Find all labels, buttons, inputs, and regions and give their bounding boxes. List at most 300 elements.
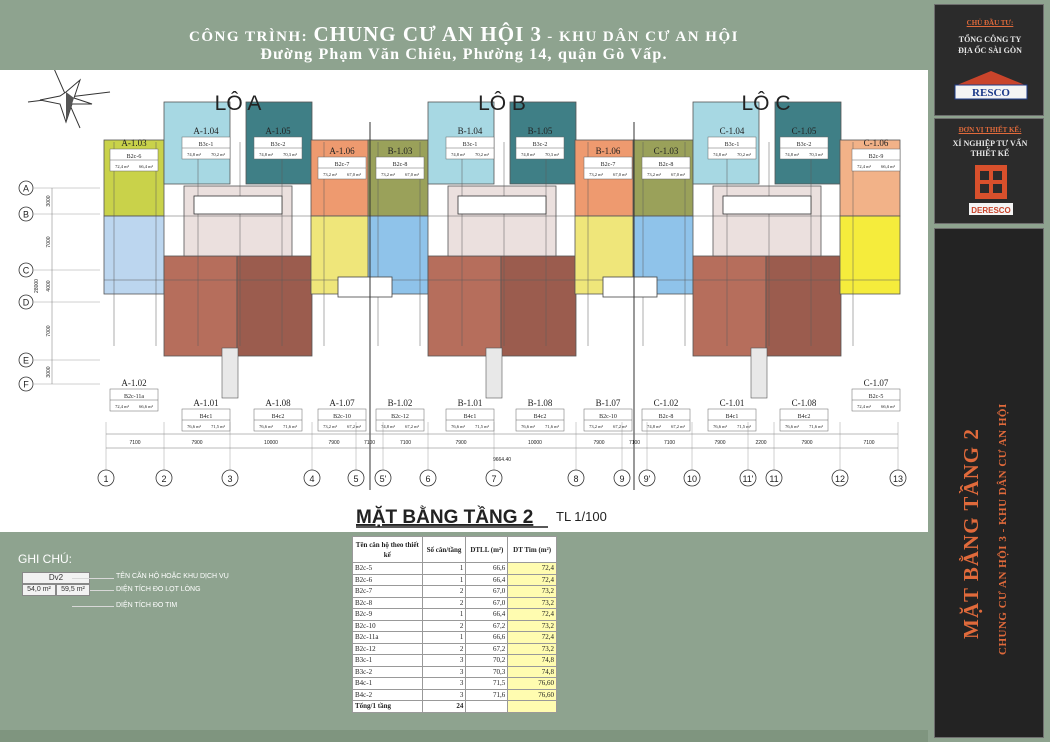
unit-type: B4c2: [271, 414, 285, 420]
unit-code: B-1.03: [387, 146, 413, 156]
table-cell-name: B4c-2: [353, 689, 423, 701]
unit-code: B-1.04: [457, 126, 483, 136]
column-dimension: 7100: [399, 440, 412, 446]
unit-dtll: 67,0 m²: [613, 172, 627, 177]
table-cell-dtll: 71,5: [466, 678, 508, 690]
unit-dtll: 70,2 m²: [211, 152, 225, 157]
column-axis-label: 5: [353, 474, 359, 484]
column-axis: [98, 422, 114, 486]
unit-type: B3c-2: [270, 142, 286, 148]
table-cell-count: 2: [422, 586, 466, 598]
table-cell-count: 3: [422, 678, 466, 690]
unit-lower-middle-right: [501, 256, 576, 356]
unit-dt-tim: 76,6 m²: [521, 424, 535, 429]
column-axis: [890, 422, 906, 486]
table-row: [353, 609, 557, 621]
legend-title: GHI CHÚ:: [18, 552, 72, 566]
unit-code: C-1.07: [863, 378, 889, 388]
unit-code: B-1.02: [387, 398, 413, 408]
column-dimension: 2200: [755, 440, 767, 446]
unit-type: B4c2: [533, 414, 547, 420]
plan-title: MẶT BẰNG TẦNG 2: [356, 507, 534, 528]
table-cell-dtll: 70,2: [466, 655, 508, 667]
column-axis: [740, 422, 756, 486]
legend-leader-3: [72, 606, 114, 607]
table-row: [353, 586, 557, 598]
unit-dt-tim: 74,8 m²: [785, 152, 799, 157]
unit-dtll: 67,2 m²: [405, 424, 419, 429]
table-cell-count: 1: [422, 609, 466, 621]
unit-type: B2c-6: [126, 154, 142, 160]
unit-type: B2c-11a: [123, 394, 145, 400]
row-axis: [19, 295, 100, 309]
table-cell-dtll: 67,0: [466, 597, 508, 609]
column-axis-label: 5': [379, 474, 387, 484]
row-axis-label: A: [22, 183, 30, 194]
table-cell-dtll: 66,6: [466, 632, 508, 644]
unit-type: B4c1: [463, 414, 477, 420]
owner-heading: CHỦ ĐẦU TƯ:: [966, 19, 1014, 27]
connector-ab: [338, 277, 392, 297]
unit-right-lower: [840, 216, 900, 294]
unit-type: B3c-1: [198, 142, 214, 148]
deresco-logo: [969, 163, 1013, 217]
table-header-count: Số căn/tầng: [422, 537, 466, 563]
unit-code: A-1.04: [193, 126, 219, 136]
table-cell-dt-tim: 76,60: [508, 678, 557, 690]
unit-dtll: 71,5 m²: [737, 424, 751, 429]
unit-tag: [708, 398, 756, 431]
row-axis: [19, 263, 100, 277]
column-dimension: 10000: [264, 440, 278, 446]
unit-code: B-1.07: [595, 398, 621, 408]
unit-type: B4c1: [199, 414, 213, 420]
legend-sample: [22, 572, 90, 598]
table-row: [353, 632, 557, 644]
table-total-dt-tim: [508, 701, 557, 713]
column-dimension: 7900: [593, 440, 605, 446]
table-row: [353, 597, 557, 609]
sheet-title-box: [934, 228, 1044, 738]
unit-dt-tim: 74,8 m²: [381, 424, 395, 429]
column-dimension: 7900: [455, 440, 467, 446]
unit-dt-tim: 73,2 m²: [323, 424, 337, 429]
table-cell-name: B2c-5: [353, 563, 423, 575]
table-row: [353, 574, 557, 586]
unit-code: A-1.06: [329, 146, 355, 156]
row-dimension: 7000: [46, 236, 52, 248]
row-dimensions: [34, 188, 52, 384]
unit-tag: [254, 398, 302, 431]
stair: [486, 348, 502, 398]
column-axis: [486, 422, 502, 486]
table-cell-dt-tim: 72,4: [508, 609, 557, 621]
unit-type: B2c-8: [658, 162, 674, 168]
unit-code: C-1.03: [653, 146, 679, 156]
column-dimension: 7900: [801, 440, 813, 446]
table-header-row: [353, 537, 557, 563]
row-axis: [19, 353, 100, 367]
column-axis: [420, 422, 436, 486]
table-cell-dt-tim: 76,60: [508, 689, 557, 701]
unit-lower-middle-left: [164, 256, 237, 356]
plan-scale: TL 1/100: [556, 509, 607, 524]
unit-dt-tim: 73,2 m²: [647, 172, 661, 177]
unit-dtll: 70,3 m²: [283, 152, 297, 157]
column-dimension: 7900: [714, 440, 726, 446]
unit-code: A-1.01: [193, 398, 219, 408]
legend-label-name: TÊN CĂN HỘ HOẶC KHU DỊCH VỤ: [116, 573, 229, 580]
unit-dtll: 71,5 m²: [211, 424, 225, 429]
legend-sample-type: Dv2: [22, 572, 90, 584]
column-axis-label: 6: [425, 474, 431, 484]
unit-code: A-1.07: [329, 398, 355, 408]
table-cell-count: 3: [422, 666, 466, 678]
column-dimension: 7900: [328, 440, 340, 446]
unit-tag: [446, 398, 494, 431]
owner-name-2: ĐỊA ỐC SÀI GÒN: [958, 46, 1022, 55]
table-cell-count: 1: [422, 632, 466, 644]
title-separator: -: [542, 29, 559, 45]
table-cell-dtll: 66,4: [466, 609, 508, 621]
table-cell-dtll: 67,0: [466, 586, 508, 598]
table-cell-count: 3: [422, 689, 466, 701]
column-axis: [766, 422, 782, 486]
elevator-hall: [458, 196, 546, 214]
table-total-dtll: [466, 701, 508, 713]
table-cell-count: 2: [422, 597, 466, 609]
unit-lower-middle-right: [766, 256, 841, 356]
column-axis-label: 9': [643, 474, 651, 484]
unit-type: B3c-1: [724, 142, 740, 148]
unit-tag: [182, 398, 230, 431]
unit-dt-tim: 73,2 m²: [589, 172, 603, 177]
unit-dtll: 66,6 m²: [139, 404, 153, 409]
unit-dtll: 67,2 m²: [671, 424, 685, 429]
unit-dt-tim: 76,6 m²: [785, 424, 799, 429]
unit-lower-middle-left: [428, 256, 501, 356]
table-header-dtll: DTLL (m²): [466, 537, 508, 563]
unit-code: C-1.02: [653, 398, 679, 408]
floor-plan-area: [0, 70, 928, 532]
unit-dtll: 67,2 m²: [613, 424, 627, 429]
unit-type: B3c-2: [796, 142, 812, 148]
column-axis: [375, 422, 391, 486]
block-label: LÔ A: [214, 92, 262, 115]
unit-tag: [584, 398, 632, 431]
table-cell-dtll: 70,3: [466, 666, 508, 678]
table-cell-name: B3c-1: [353, 655, 423, 667]
unit-type: B2c-12: [391, 414, 409, 420]
unit-dt-tim: 76,6 m²: [259, 424, 273, 429]
unit-dtll: 70,3 m²: [545, 152, 559, 157]
unit-lower-middle-left: [693, 256, 766, 356]
unit-type: B2c-7: [600, 162, 616, 168]
row-axis-label: C: [22, 265, 30, 276]
unit-tag: [780, 398, 828, 431]
unit-dt-tim: 74,8 m²: [521, 152, 535, 157]
column-axis: [614, 422, 630, 486]
table-cell-name: B2c-10: [353, 620, 423, 632]
unit-dtll: 66,6 m²: [881, 404, 895, 409]
table-cell-name: B2c-7: [353, 586, 423, 598]
column-axis: [348, 422, 364, 486]
table-cell-dt-tim: 73,2: [508, 586, 557, 598]
unit-dtll: 71,6 m²: [809, 424, 823, 429]
row-dimension: 4000: [46, 280, 52, 292]
unit-dtll: 67,0 m²: [405, 172, 419, 177]
table-cell-dtll: 66,4: [466, 574, 508, 586]
unit-dtll: 67,0 m²: [671, 172, 685, 177]
column-axis: [222, 422, 238, 486]
table-cell-name: B2c-8: [353, 597, 423, 609]
unit-lower-middle-right: [237, 256, 312, 356]
stair: [222, 348, 238, 398]
unit-dt-tim: 76,6 m²: [451, 424, 465, 429]
unit-dtll: 70,2 m²: [737, 152, 751, 157]
row-dimension: 3000: [46, 195, 52, 207]
unit-left-lower: [104, 216, 164, 294]
block-label: LÔ B: [478, 92, 526, 115]
row-axis-label: B: [22, 209, 30, 220]
header-band: [0, 0, 928, 70]
table-cell-count: 1: [422, 574, 466, 586]
unit-code: B-1.06: [595, 146, 621, 156]
table-header-dt-tim: DT Tim (m²): [508, 537, 557, 563]
table-cell-name: B2c-9: [353, 609, 423, 621]
table-cell-name: B4c-1: [353, 678, 423, 690]
table-row: [353, 620, 557, 632]
column-axis-label: 12: [834, 474, 846, 484]
table-row: [353, 643, 557, 655]
table-cell-dtll: 66,6: [466, 563, 508, 575]
row-axis-label: F: [23, 379, 29, 390]
legend-sample-dtll: 54,0 m²: [22, 584, 56, 596]
row-axis: [19, 377, 100, 391]
table-cell-dt-tim: 72,4: [508, 632, 557, 644]
unit-dt-tim: 73,2 m²: [323, 172, 337, 177]
designer-box: [934, 118, 1044, 224]
unit-dtll: 71,6 m²: [283, 424, 297, 429]
column-dimension: 7100: [129, 440, 141, 446]
unit-type: B2c-8: [658, 414, 674, 420]
unit-type: B4c1: [725, 414, 739, 420]
sheet-title: MẶT BẰNG TẦNG 2: [959, 428, 983, 640]
footer-strip: [0, 730, 928, 742]
legend-leader-2: [90, 590, 114, 591]
column-axis: [684, 422, 700, 486]
unit-type: B2c-10: [333, 414, 351, 420]
unit-dtll: 66,4 m²: [139, 164, 153, 169]
unit-type: B3c-1: [462, 142, 478, 148]
title-main: CHUNG CƯ AN HỘI 3: [313, 22, 542, 46]
deresco-logo-text: DERESCO: [971, 206, 1011, 215]
unit-tag: [516, 398, 564, 431]
row-dimension: 7000: [46, 325, 52, 337]
unit-tag: [318, 398, 366, 431]
column-axis-label: 8: [573, 474, 579, 484]
resco-logo: [949, 67, 1033, 103]
footer-band: [0, 532, 928, 742]
resco-logo-text: RESCO: [972, 87, 1010, 99]
sheet-subtitle: CHUNG CƯ AN HỘI 3 - KHU DÂN CƯ AN HỘI: [997, 403, 1009, 655]
table-cell-dtll: 67,2: [466, 620, 508, 632]
owner-name-1: TỔNG CÔNG TY: [958, 35, 1022, 44]
north-arrow-icon: [28, 70, 110, 128]
unit-dt-tim: 72,4 m²: [115, 164, 129, 169]
unit-dt-tim: 74,8 m²: [259, 152, 273, 157]
table-cell-dt-tim: 74,8: [508, 655, 557, 667]
column-axis-label: 3: [227, 474, 233, 484]
table-row: [353, 655, 557, 667]
project-address: Đường Phạm Văn Chiêu, Phường 14, quận Gò Vấp.: [260, 46, 668, 63]
column-axis-label: 13: [892, 474, 904, 484]
unit-code: C-1.06: [863, 138, 889, 148]
column-axis: [304, 422, 320, 486]
unit-type: B2c-5: [868, 394, 884, 400]
table-cell-name: B2c-11a: [353, 632, 423, 644]
column-dimension: 7900: [191, 440, 203, 446]
table-cell-count: 2: [422, 643, 466, 655]
unit-code: B-1.08: [527, 398, 553, 408]
designer-name-2: THIẾT KẾ: [970, 149, 1010, 158]
table-cell-dt-tim: 73,2: [508, 643, 557, 655]
unit-code: A-1.05: [265, 126, 291, 136]
table-cell-dt-tim: 73,2: [508, 620, 557, 632]
unit-dtll: 70,2 m²: [475, 152, 489, 157]
unit-type: B2c-9: [868, 154, 884, 160]
row-dimension-total: 28000: [34, 279, 40, 293]
column-axis-label: 1: [103, 474, 109, 484]
column-axis-label: 9: [619, 474, 625, 484]
unit-code: A-1.08: [265, 398, 291, 408]
unit-type: B3c-2: [532, 142, 548, 148]
table-row: [353, 666, 557, 678]
row-dimension: 3000: [46, 366, 52, 378]
owner-box: [934, 4, 1044, 116]
unit-dt-tim: 73,2 m²: [381, 172, 395, 177]
unit-type: B2c-8: [392, 162, 408, 168]
block-label: LÔ C: [741, 92, 791, 115]
column-dimension: 7100: [363, 440, 376, 446]
unit-dtll: 67,0 m²: [347, 172, 361, 177]
unit-code: C-1.08: [791, 398, 817, 408]
column-axis-label: 10: [686, 474, 698, 484]
legend-label-dtll: DIỆN TÍCH ĐO LỌT LÒNG: [116, 586, 201, 593]
legend-sample-dt-tim: 59,5 m²: [56, 584, 90, 596]
unit-dt-tim: 76,6 m²: [187, 424, 201, 429]
column-dimension: 7100: [663, 440, 676, 446]
unit-code: B-1.01: [457, 398, 483, 408]
table-cell-name: B3c-2: [353, 666, 423, 678]
column-axis-label: 4: [309, 474, 315, 484]
unit-code: C-1.01: [719, 398, 745, 408]
column-axis: [156, 422, 172, 486]
legend-label-dt-tim: DIỆN TÍCH ĐO TIM: [116, 602, 178, 609]
designer-heading: ĐƠN VỊ THIẾT KẾ:: [958, 126, 1022, 134]
unit-dt-tim: 74,8 m²: [713, 152, 727, 157]
row-axis-label: D: [22, 297, 30, 308]
table-cell-dt-tim: 74,8: [508, 666, 557, 678]
table-header-name: Tên căn hộ theo thiết kế: [353, 537, 423, 563]
unit-code: C-1.05: [791, 126, 817, 136]
table-cell-dtll: 67,2: [466, 643, 508, 655]
project-title: [0, 22, 928, 47]
unit-tag: [110, 378, 158, 411]
row-axis-label: E: [22, 355, 30, 366]
unit-code: B-1.05: [527, 126, 553, 136]
unit-dt-tim: 74,8 m²: [451, 152, 465, 157]
elevator-hall: [194, 196, 282, 214]
column-axis-label: 2: [161, 474, 167, 484]
floor-plan-drawing: [0, 70, 928, 532]
column-axis-label: 7: [491, 474, 497, 484]
table-row: [353, 563, 557, 575]
table-cell-dtll: 71,6: [466, 689, 508, 701]
connector-bc: [603, 277, 657, 297]
column-axis: [639, 422, 655, 486]
column-dimension: 7100: [863, 440, 875, 446]
column-axis: [568, 422, 584, 486]
table-cell-count: 2: [422, 620, 466, 632]
column-dimension: 7100: [628, 440, 641, 446]
title-prefix: CÔNG TRÌNH:: [189, 29, 309, 45]
unit-dt-tim: 74,8 m²: [647, 424, 661, 429]
stair: [751, 348, 767, 398]
table-cell-name: B2c-12: [353, 643, 423, 655]
unit-code: A-1.03: [121, 138, 147, 148]
title-block-panel: [928, 0, 1050, 742]
column-axis-label: 11': [742, 474, 754, 484]
legend-leader-1: [72, 578, 114, 579]
table-cell-count: 1: [422, 563, 466, 575]
unit-dtll: 66,4 m²: [881, 164, 895, 169]
unit-type: B4c2: [797, 414, 811, 420]
unit-dt-tim: 76,6 m²: [713, 424, 727, 429]
unit-dtll: 71,6 m²: [545, 424, 559, 429]
table-body: [353, 563, 557, 701]
unit-dt-tim: 72,4 m²: [857, 164, 871, 169]
designer-name-1: XÍ NGHIỆP TƯ VẤN: [952, 139, 1028, 148]
unit-tag: [376, 398, 424, 431]
unit-dtll: 70,3 m²: [809, 152, 823, 157]
unit-dtll: 67,2 m²: [347, 424, 361, 429]
unit-type: B2c-10: [599, 414, 617, 420]
column-dimensions: [106, 434, 898, 463]
elevator-hall: [723, 196, 811, 214]
title-suffix: KHU DÂN CƯ AN HỘI: [559, 29, 739, 45]
unit-dt-tim: 72,4 m²: [115, 404, 129, 409]
row-axis: [19, 181, 100, 195]
unit-dt-tim: 74,8 m²: [187, 152, 201, 157]
table-cell-dt-tim: 72,4: [508, 563, 557, 575]
unit-dt-tim: 72,4 m²: [857, 404, 871, 409]
table-row: [353, 689, 557, 701]
table-total-count: 24: [422, 701, 466, 713]
unit-type: B2c-7: [334, 162, 350, 168]
column-dimension-total: 9664.40: [492, 457, 512, 463]
unit-code: C-1.04: [719, 126, 745, 136]
unit-dt-tim: 73,2 m²: [589, 424, 603, 429]
area-table: [352, 536, 557, 713]
column-axis: [832, 422, 848, 486]
table-cell-dt-tim: 73,2: [508, 597, 557, 609]
column-dimension: 10000: [528, 440, 542, 446]
table-total-label: Tổng/1 tầng: [353, 701, 423, 713]
table-cell-name: B2c-6: [353, 574, 423, 586]
table-cell-dt-tim: 72,4: [508, 574, 557, 586]
unit-code: A-1.02: [121, 378, 147, 388]
